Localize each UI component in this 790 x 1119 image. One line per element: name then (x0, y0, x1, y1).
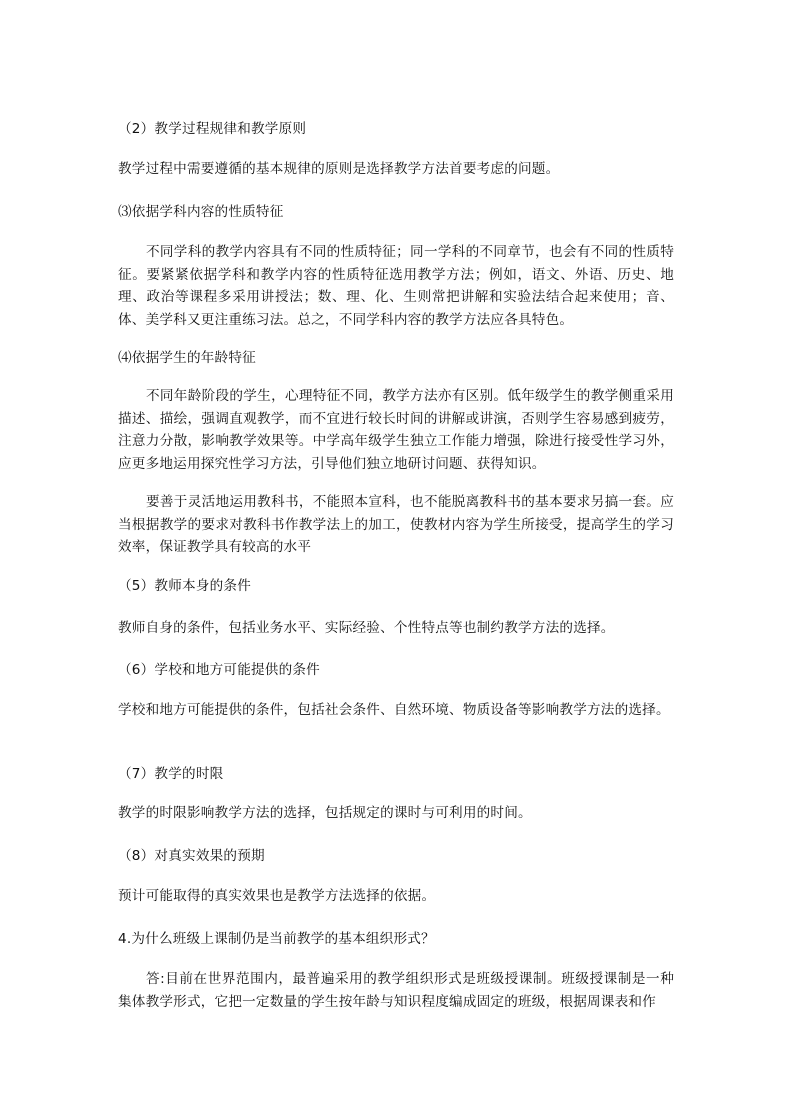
heading-school-conditions: （6）学校和地方可能提供的条件 (118, 662, 320, 678)
heading-teacher-conditions: （5）教师本身的条件 (118, 578, 251, 594)
paragraph-textbook: 要善于灵活地运用教科书，不能照本宣科，也不能脱离教科书的基本要求另搞一套。应当根据教学的要求对教科书作教学法上的加工，使教材内容为学生所接受，提高学生的学习效率，保证教学具有较高的水平 (118, 494, 674, 555)
question-class-teaching: 4.为什么班级上课制仍是当前教学的基本组织形式？ (118, 931, 435, 947)
heading-subject-content: ⑶依据学科内容的性质特征 (118, 204, 284, 220)
heading-student-age: ⑷依据学生的年龄特征 (118, 350, 256, 366)
heading-teaching-process: （2）教学过程规律和教学原则 (118, 121, 307, 137)
paragraph-expected-effect: 预计可能取得的真实效果也是教学方法选择的依据。 (118, 888, 436, 904)
answer-class-teaching: 答:目前在世界范围内，最普遍采用的教学组织形式是班级授课制。班级授课制是一种集体教学形式，它把一定数量的学生按年龄与知识程度编成固定的班级，根据周课表和作 (118, 971, 674, 1010)
heading-expected-effect: （8）对真实效果的预期 (118, 848, 265, 864)
paragraph-school-conditions: 学校和地方可能提供的条件，包括社会条件、自然环境、物质设备等影响教学方法的选择。 (118, 702, 670, 718)
paragraph-student-age: 不同年龄阶段的学生，心理特征不同，教学方法亦有区别。低年级学生的教学侧重采用描述、描绘，强调直观教学，而不宜进行较长时间的讲解或讲演，否则学生容易感到疲劳，注意力分散，影响教学效果等。中学高年级学生独立工作能力增强，除进行接受性学习外，应更多地运用探究性学习方法，引导他们独立地研讨问题、获得知识。 (118, 388, 674, 472)
paragraph-time-limit: 教学的时限影响教学方法的选择，包括规定的课时与可利用的时间。 (118, 805, 532, 821)
heading-time-limit: （7）教学的时限 (118, 766, 224, 782)
paragraph-teaching-process: 教学过程中需要遵循的基本规律的原则是选择教学方法首要考虑的问题。 (118, 161, 560, 177)
paragraph-teacher-conditions: 教师自身的条件，包括业务水平、实际经验、个性特点等也制约教学方法的选择。 (118, 620, 615, 636)
paragraph-subject-content: 不同学科的教学内容具有不同的性质特征；同一学科的不同章节，也会有不同的性质特征。要紧紧依据学科和教学内容的性质特征选用教学方法；例如，语文、外语、历史、地理、政治等课程多采用讲授法；数、理、化、生则常把讲解和实验法结合起来使用；音、体、美学科又更注重练习法。总之，不同学科内容的教学方法应各具特色。 (118, 244, 674, 328)
